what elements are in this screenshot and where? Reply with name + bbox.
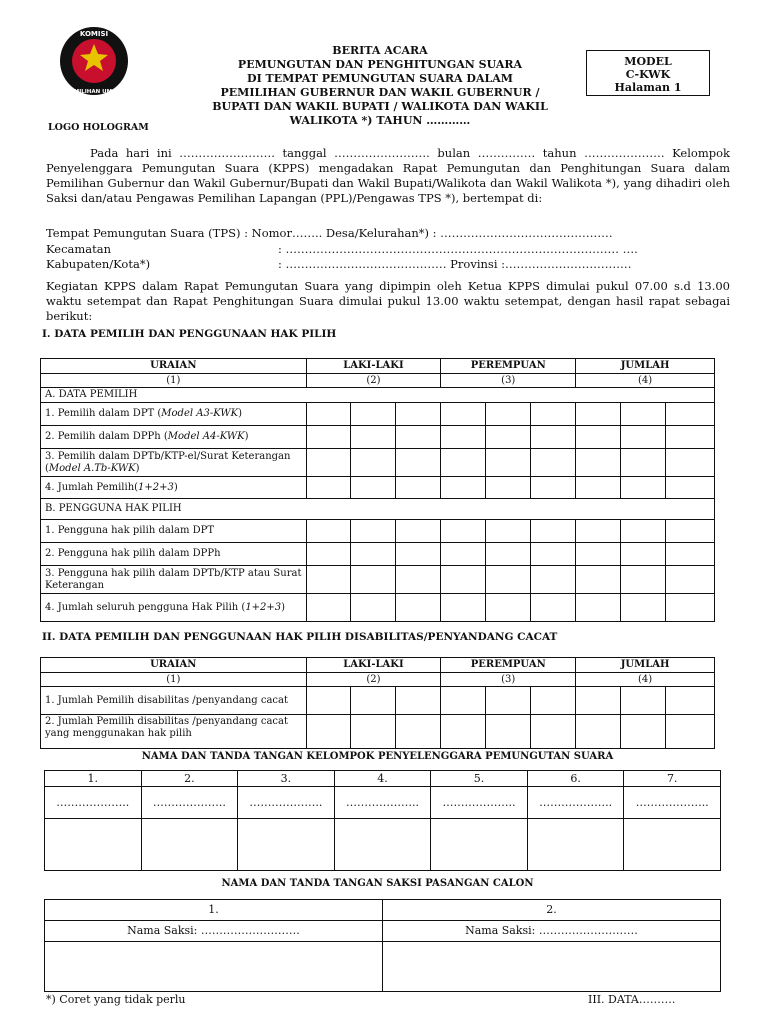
input-cell[interactable]: [441, 403, 486, 426]
signature-box[interactable]: [141, 819, 238, 871]
input-cell[interactable]: [441, 566, 486, 594]
row-label: 2. Pengguna hak pilih dalam DPPh: [41, 543, 307, 566]
signature-box[interactable]: [527, 819, 624, 871]
input-cell[interactable]: [441, 687, 486, 715]
input-cell[interactable]: [531, 520, 576, 543]
input-cell[interactable]: [666, 594, 715, 622]
title-line: DI TEMPAT PEMUNGUTAN SUARA DALAM: [247, 72, 513, 85]
input-cell[interactable]: [621, 520, 666, 543]
input-cell[interactable]: [486, 449, 531, 477]
witness-signatures-title: NAMA DAN TANDA TANGAN SAKSI PASANGAN CALON: [221, 878, 534, 889]
logo-bottom-text: PEMILIHAN UMUM: [65, 89, 123, 95]
input-cell[interactable]: [441, 715, 486, 749]
input-cell[interactable]: [531, 426, 576, 449]
model-line: MODEL: [624, 55, 672, 68]
input-cell[interactable]: [531, 477, 576, 499]
signature-box[interactable]: [431, 819, 528, 871]
input-cell[interactable]: [396, 449, 441, 477]
table-row: [41, 543, 715, 566]
title-line: BUPATI DAN WAKIL BUPATI / WALIKOTA DAN WAKIL: [212, 100, 548, 113]
input-cell[interactable]: [306, 477, 351, 499]
row-label: 3. Pemilih dalam DPTb/KTP-el/Surat Keterangan (Model A.Tb-KWK): [41, 449, 307, 477]
input-cell[interactable]: [396, 594, 441, 622]
input-cell[interactable]: [396, 477, 441, 499]
signature-name-field[interactable]: ………………..: [431, 787, 528, 819]
kecamatan-value: : …………………………………………………………………………… ….: [278, 242, 638, 256]
input-cell[interactable]: [441, 477, 486, 499]
input-cell[interactable]: [486, 687, 531, 715]
kpps-signatures-table: [44, 770, 721, 871]
input-cell[interactable]: [441, 543, 486, 566]
row-label: 2. Pemilih dalam DPPh (Model A4-KWK): [41, 426, 307, 449]
input-cell[interactable]: [396, 520, 441, 543]
kabupaten-label: Kabupaten/Kota*): [46, 257, 151, 271]
input-cell[interactable]: [306, 687, 351, 715]
table-row: [41, 477, 715, 499]
signature-number: 7.: [624, 771, 721, 787]
input-cell[interactable]: [621, 543, 666, 566]
title-line: WALIKOTA *) TAHUN …………: [289, 114, 471, 127]
input-cell[interactable]: [306, 426, 351, 449]
input-cell[interactable]: [351, 477, 396, 499]
section-1-table: [40, 358, 715, 622]
input-cell[interactable]: [351, 449, 396, 477]
group-row: [41, 499, 715, 520]
input-cell[interactable]: [396, 543, 441, 566]
input-cell[interactable]: [666, 477, 715, 499]
input-cell[interactable]: [486, 403, 531, 426]
input-cell[interactable]: [531, 566, 576, 594]
title-line: BERITA ACARA: [332, 44, 428, 57]
input-cell[interactable]: [396, 715, 441, 749]
input-cell[interactable]: [351, 543, 396, 566]
footer-note: *) Coret yang tidak perlu: [46, 993, 186, 1006]
signature-number-row: [45, 771, 721, 787]
signature-name-field[interactable]: ………………..: [238, 787, 335, 819]
logo-top-text: KOMISI: [79, 30, 109, 38]
signature-box[interactable]: [45, 819, 142, 871]
col-number: (1): [41, 374, 307, 388]
title-line: PEMILIHAN GUBERNUR DAN WAKIL GUBERNUR /: [220, 86, 540, 99]
input-cell[interactable]: [621, 477, 666, 499]
document-title: [180, 44, 580, 128]
table-row: [41, 566, 715, 594]
signature-name-field[interactable]: ………………..: [141, 787, 238, 819]
row-label: 2. Jumlah Pemilih disabilitas /penyandang cacat yang menggunakan hak pilih: [41, 715, 307, 749]
input-cell[interactable]: [576, 687, 621, 715]
input-cell[interactable]: [441, 520, 486, 543]
signature-name-field[interactable]: ………………..: [527, 787, 624, 819]
input-cell[interactable]: [576, 477, 621, 499]
group-a-label: A. DATA PEMILIH: [41, 388, 715, 403]
table-row: [41, 715, 715, 749]
input-cell[interactable]: [576, 426, 621, 449]
input-cell[interactable]: [486, 426, 531, 449]
input-cell[interactable]: [306, 543, 351, 566]
input-cell[interactable]: [486, 715, 531, 749]
input-cell[interactable]: [621, 715, 666, 749]
input-cell[interactable]: [441, 594, 486, 622]
input-cell[interactable]: [621, 687, 666, 715]
input-cell[interactable]: [306, 520, 351, 543]
header-uraian: URAIAN: [41, 658, 307, 673]
input-cell[interactable]: [576, 543, 621, 566]
row-label: 3. Pengguna hak pilih dalam DPTb/KTP atau Surat Keterangan: [41, 566, 307, 594]
table-row: [41, 687, 715, 715]
input-cell[interactable]: [351, 687, 396, 715]
group-row: [41, 388, 715, 403]
row-label: 4. Jumlah seluruh pengguna Hak Pilih (1+2+3): [41, 594, 307, 622]
model-line: C-KWK: [625, 68, 671, 81]
input-cell[interactable]: [576, 449, 621, 477]
model-box: [586, 50, 710, 96]
input-cell[interactable]: [576, 566, 621, 594]
input-cell[interactable]: [441, 426, 486, 449]
kpu-logo: [58, 24, 130, 98]
row-label: 1. Pemilih dalam DPT (Model A3-KWK): [41, 403, 307, 426]
input-cell[interactable]: [666, 543, 715, 566]
input-cell[interactable]: [486, 566, 531, 594]
table-row: [41, 520, 715, 543]
signature-number: 1.: [45, 771, 142, 787]
header-laki: LAKI-LAKI: [306, 658, 441, 673]
tps-line: Tempat Pemungutan Suara (TPS) : Nomor…….. Desa/Kelurahan*) : ………………………………………: [46, 226, 613, 240]
signature-name-field[interactable]: ………………..: [624, 787, 721, 819]
input-cell[interactable]: [441, 449, 486, 477]
table-row: [41, 594, 715, 622]
input-cell[interactable]: [306, 594, 351, 622]
input-cell[interactable]: [396, 687, 441, 715]
col-number: (2): [306, 374, 441, 388]
input-cell[interactable]: [666, 715, 715, 749]
witness-signature-box[interactable]: [45, 942, 383, 992]
input-cell[interactable]: [306, 715, 351, 749]
input-cell[interactable]: [531, 594, 576, 622]
witness-signatures-table: [44, 899, 721, 992]
row-label: 4. Jumlah Pemilih(1+2+3): [41, 477, 307, 499]
signature-number: 2.: [141, 771, 238, 787]
input-cell[interactable]: [666, 449, 715, 477]
signature-box[interactable]: [334, 819, 431, 871]
input-cell[interactable]: [666, 687, 715, 715]
title-line: PEMUNGUTAN DAN PENGHITUNGAN SUARA: [237, 58, 523, 71]
input-cell[interactable]: [666, 426, 715, 449]
input-cell[interactable]: [621, 403, 666, 426]
table-number-row: [41, 374, 715, 388]
input-cell[interactable]: [351, 426, 396, 449]
signature-box[interactable]: [238, 819, 335, 871]
row-label: 1. Pengguna hak pilih dalam DPT: [41, 520, 307, 543]
table-row: [41, 426, 715, 449]
signature-number: 4.: [334, 771, 431, 787]
model-line: Halaman 1: [614, 81, 682, 94]
kecamatan-label: Kecamatan: [46, 242, 112, 256]
witness-signature-box[interactable]: [383, 942, 721, 992]
col-number: (3): [441, 673, 576, 687]
table-row: [41, 403, 715, 426]
witness-number: 2.: [383, 900, 721, 921]
group-b-label: B. PENGGUNA HAK PILIH: [41, 499, 715, 520]
input-cell[interactable]: [351, 715, 396, 749]
input-cell[interactable]: [396, 566, 441, 594]
col-number: (2): [306, 673, 441, 687]
witness-number: 1.: [45, 900, 383, 921]
input-cell[interactable]: [621, 594, 666, 622]
signature-name-row: [45, 787, 721, 819]
signature-name-field[interactable]: ………………..: [45, 787, 142, 819]
header-laki: LAKI-LAKI: [306, 359, 441, 374]
input-cell[interactable]: [351, 594, 396, 622]
input-cell[interactable]: [576, 715, 621, 749]
table-header-row: [41, 658, 715, 673]
signature-number: 3.: [238, 771, 335, 787]
col-number: (1): [41, 673, 307, 687]
input-cell[interactable]: [576, 520, 621, 543]
signature-number: 6.: [527, 771, 624, 787]
row-label: 1. Jumlah Pemilih disabilitas /penyandang cacat: [41, 687, 307, 715]
kpps-signatures-title: NAMA DAN TANDA TANGAN KELOMPOK PENYELENGGARA PEMUNGUTAN SUARA: [141, 751, 614, 762]
table-header-row: [41, 359, 715, 374]
input-cell[interactable]: [621, 449, 666, 477]
table-number-row: [41, 673, 715, 687]
input-cell[interactable]: [306, 403, 351, 426]
footer-next-section: III. DATA……….: [588, 993, 676, 1006]
section-2-table: [40, 657, 715, 749]
header-perempuan: PEREMPUAN: [441, 658, 576, 673]
input-cell[interactable]: [351, 520, 396, 543]
input-cell[interactable]: [531, 403, 576, 426]
header-jumlah: JUMLAH: [576, 658, 715, 673]
input-cell[interactable]: [531, 687, 576, 715]
witness-number-row: [45, 900, 721, 921]
signature-sign-row: [45, 819, 721, 871]
col-number: (4): [576, 673, 715, 687]
signature-box[interactable]: [624, 819, 721, 871]
kegiatan-paragraph: Kegiatan KPPS dalam Rapat Pemungutan Suara yang dipimpin oleh Ketua KPPS dimulai pukul 07.00 s.d 13.00 waktu setempat dan Rapat Penghitungan Suara dimulai pukul 13.00 waktu setempat, dengan hasil rapat sebagai berikut:: [46, 279, 730, 323]
intro-paragraph: Pada hari ini ……………………. tanggal ……………………. bulan …………… tahun ………………… Kelompok Penyelenggara Pemungutan Suara (KPPS) mengadakan Rapat Pemungutan dan Penghitungan Suara dalam Pemilihan Gubernur dan Wakil Gubernur/Bupati dan Wakil Bupati/Walikota dan Wakil Walikota *), yang dihadiri oleh Saksi dan/atau Pengawas Pemilihan Lapangan (PPL)/Pengawas TPS *), bertempat di:: [46, 146, 730, 205]
input-cell[interactable]: [486, 520, 531, 543]
input-cell[interactable]: [351, 566, 396, 594]
input-cell[interactable]: [351, 403, 396, 426]
input-cell[interactable]: [666, 520, 715, 543]
input-cell[interactable]: [531, 715, 576, 749]
input-cell[interactable]: [486, 594, 531, 622]
kabupaten-value: : …………………………………… Provinsi :……………………………: [278, 257, 632, 271]
input-cell[interactable]: [621, 426, 666, 449]
input-cell[interactable]: [396, 426, 441, 449]
input-cell[interactable]: [306, 449, 351, 477]
input-cell[interactable]: [576, 594, 621, 622]
input-cell[interactable]: [486, 477, 531, 499]
input-cell[interactable]: [306, 566, 351, 594]
input-cell[interactable]: [666, 566, 715, 594]
header-perempuan: PEREMPUAN: [441, 359, 576, 374]
input-cell[interactable]: [486, 543, 531, 566]
witness-name-field[interactable]: Nama Saksi: ………………………: [45, 921, 383, 942]
col-number: (4): [576, 374, 715, 388]
col-number: (3): [441, 374, 576, 388]
input-cell[interactable]: [576, 403, 621, 426]
signature-name-field[interactable]: ………………..: [334, 787, 431, 819]
section-2-title: II. DATA PEMILIH DAN PENGGUNAAN HAK PILIH DISABILITAS/PENYANDANG CACAT: [42, 631, 558, 643]
input-cell[interactable]: [531, 543, 576, 566]
logo-hologram-label: LOGO HOLOGRAM: [48, 122, 149, 133]
input-cell[interactable]: [531, 449, 576, 477]
witness-sign-row: [45, 942, 721, 992]
table-row: [41, 449, 715, 477]
input-cell[interactable]: [621, 566, 666, 594]
section-1-title: I. DATA PEMILIH DAN PENGGUNAAN HAK PILIH: [42, 328, 337, 340]
witness-name-row: [45, 921, 721, 942]
signature-number: 5.: [431, 771, 528, 787]
kpu-emblem-icon: [58, 24, 130, 98]
input-cell[interactable]: [396, 403, 441, 426]
header-jumlah: JUMLAH: [576, 359, 715, 374]
input-cell[interactable]: [666, 403, 715, 426]
header-uraian: URAIAN: [41, 359, 307, 374]
witness-name-field[interactable]: Nama Saksi: ………………………: [383, 921, 721, 942]
